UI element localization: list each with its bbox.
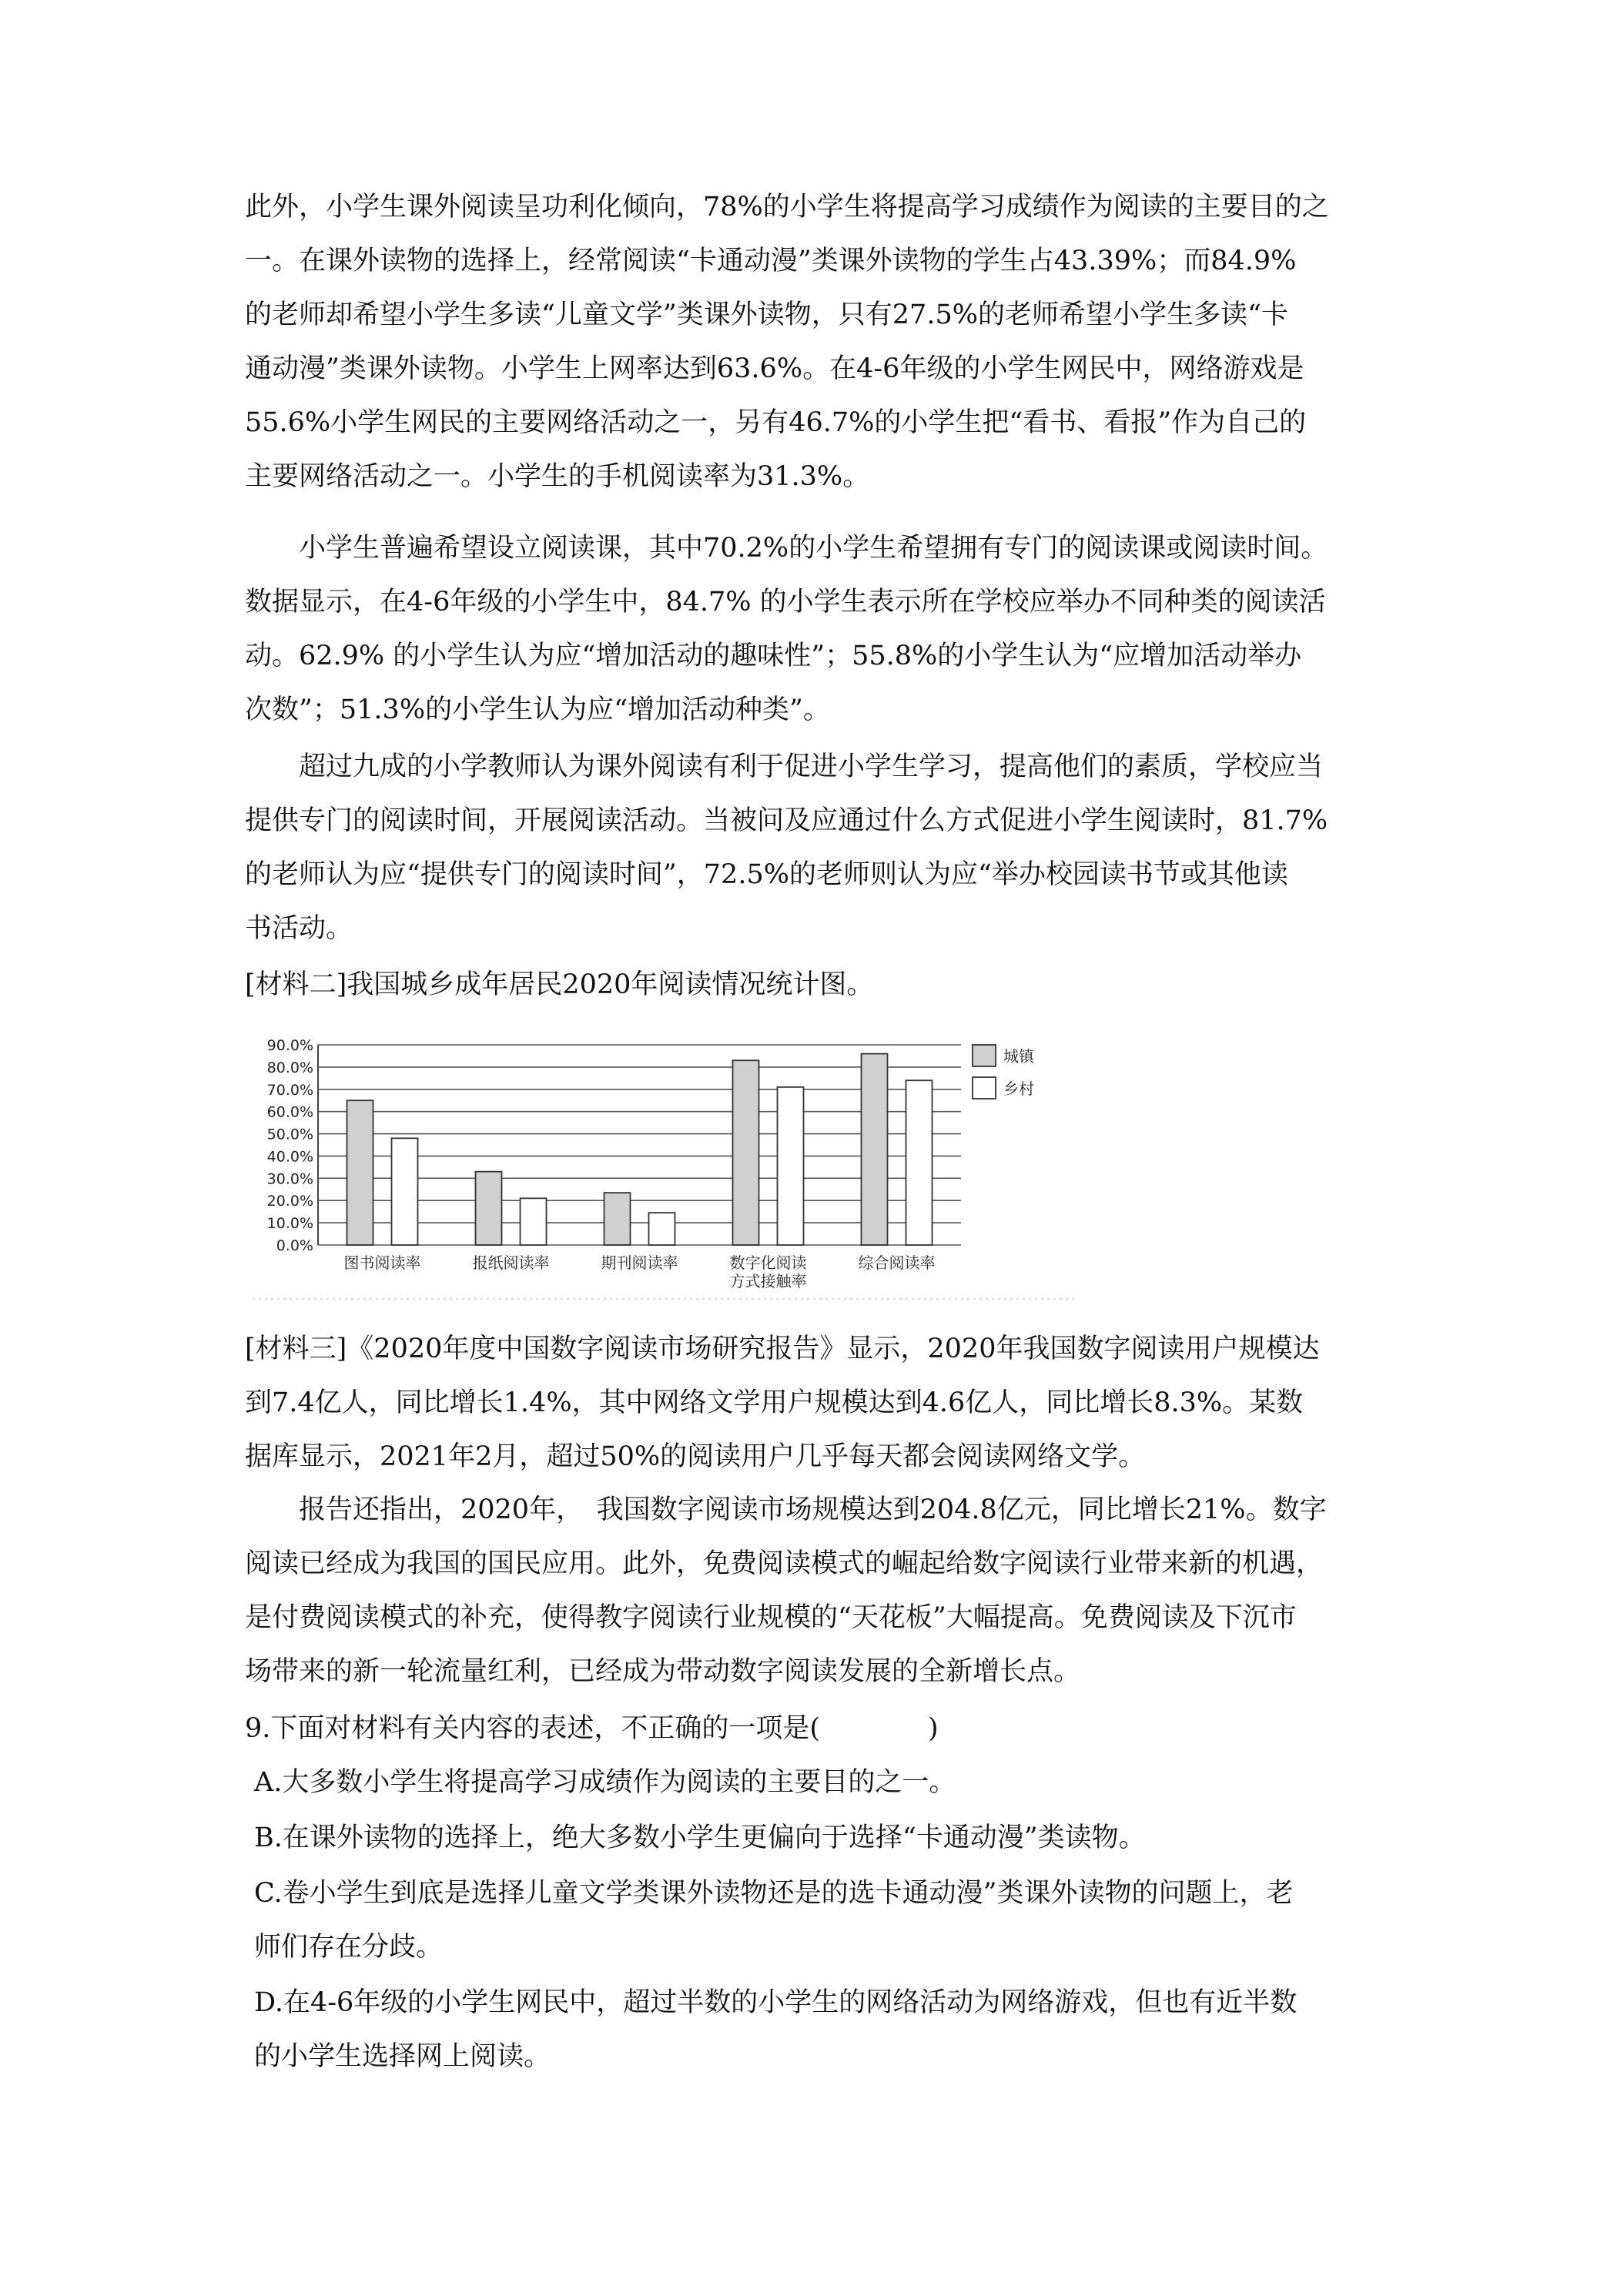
text-line: 次数”；51.3%的小学生认为应“增加活动种类”。	[245, 694, 830, 725]
text-line: 一。在课外读物的选择上，经常阅读“卡通动漫”类课外读物的学生占43.39%；而84.9%	[245, 246, 1297, 276]
text-line: 动。62.9% 的小学生认为应“增加活动的趣味性”；55.8%的小学生认为“应增加活动举办	[245, 641, 1302, 671]
paragraph-1	[245, 180, 1381, 504]
x-tick-label: 图书阅读率	[343, 1253, 421, 1272]
y-tick-label: 40.0%	[266, 1148, 313, 1166]
material-two-caption	[245, 958, 1381, 1012]
text-line: 的小学生选择网上阅读。	[254, 2041, 551, 2072]
text-line: 小学生普遍希望设立阅读课，其中70.2%的小学生希望拥有专门的阅读课或阅读时间。	[245, 533, 1328, 564]
bar-rural	[906, 1080, 933, 1245]
text-line: 数据显示，在4-6年级的小学生中，84.7% 的小学生表示所在学校应举办不同种类的阅读活	[245, 587, 1326, 618]
bar-rural	[521, 1198, 547, 1245]
paragraph-6	[245, 1483, 1381, 1699]
text-line: 的老师认为应“提供专门的阅读时间”，72.5%的老师则认为应“举办校园读书节或其他读	[245, 859, 1288, 890]
bar-urban	[347, 1100, 373, 1245]
text-line: 超过九成的小学教师认为课外阅读有利于促进小学生学习，提高他们的素质，学校应当	[245, 751, 1324, 782]
bar-urban	[733, 1060, 759, 1245]
bar-rural	[649, 1213, 675, 1245]
bar-chart	[245, 1029, 1084, 1307]
paragraph-3	[245, 740, 1381, 956]
x-tick-label: 报纸阅读率	[472, 1253, 550, 1272]
bar-urban	[862, 1054, 888, 1245]
y-tick-label: 80.0%	[266, 1059, 313, 1076]
text-line: 的老师却希望小学生多读“儿童文学”类课外读物，只有27.5%的老师希望小学生多读“卡	[245, 300, 1288, 330]
y-tick-label: 60.0%	[266, 1103, 313, 1121]
y-tick-label: 90.0%	[266, 1037, 313, 1054]
text-line: [材料二]我国城乡成年居民2020年阅读情况统计图。	[245, 969, 874, 1000]
text-line: 9.下面对材料有关内容的表述，不正确的一项是( )	[245, 1713, 939, 1744]
x-tick-label: 数字化阅读	[729, 1253, 807, 1272]
text-line: D.在4-6年级的小学生网民中，超过半数的小学生的网络活动为网络游戏，但也有近半数	[254, 1987, 1298, 2018]
bar-urban	[476, 1172, 502, 1245]
text-line: A.大多数小学生将提高学习成绩作为阅读的主要目的之一。	[254, 1767, 956, 1798]
option-d	[254, 1976, 1381, 2083]
text-line: B.在课外读物的选择上，绝大多数小学生更偏向于选择“卡通动漫”类读物。	[254, 1822, 1146, 1853]
text-line: 阅读已经成为我国的国民应用。此外，免费阅读模式的崛起给数字阅读行业带来新的机遇，	[245, 1548, 1324, 1579]
text-line: 此外，小学生课外阅读呈功利化倾向，78%的小学生将提高学习成绩作为阅读的主要目的之	[245, 192, 1329, 223]
y-tick-label: 50.0%	[266, 1126, 313, 1143]
y-tick-label: 30.0%	[266, 1170, 313, 1188]
text-line: 书活动。	[245, 913, 353, 944]
x-tick-label: 综合阅读率	[858, 1253, 936, 1272]
text-line: 通动漫”类课外读物。小学生上网率达到63.6%。在4-6年级的小学生网民中，网络游戏是	[245, 353, 1304, 384]
legend-swatch	[973, 1077, 996, 1099]
bar-rural	[778, 1087, 804, 1245]
bar-urban	[604, 1193, 631, 1245]
y-tick-label: 70.0%	[266, 1081, 313, 1099]
text-line: 是付费阅读模式的补充，使得教字阅读行业规模的“天花板”大幅提高。免费阅读及下沉市	[245, 1602, 1297, 1633]
text-line: 场带来的新一轮流量红利，已经成为带动数字阅读发展的全新增长点。	[245, 1656, 1081, 1687]
option-a	[254, 1755, 1381, 1809]
text-line: 据库显示，2021年2月，超过50%的阅读用户几乎每天都会阅读网络文学。	[245, 1441, 1146, 1472]
y-tick-label: 0.0%	[276, 1237, 313, 1254]
paragraph-5	[245, 1322, 1381, 1484]
y-tick-label: 10.0%	[266, 1215, 313, 1233]
paragraph-2	[245, 521, 1381, 737]
text-line: 55.6%小学生网民的主要网络活动之一，另有46.7%的小学生把“看书、看报”作为自己的	[245, 407, 1307, 438]
text-line: 提供专门的阅读时间，开展阅读活动。当被问及应通过什么方式促进小学生阅读时，81.7%	[245, 805, 1328, 836]
bar-rural	[392, 1138, 418, 1245]
text-line: C.卷小学生到底是选择儿童文学类课外读物还是的选卡通动漫”类课外读物的问题上，老	[254, 1878, 1294, 1909]
text-line: 主要网络活动之一。小学生的手机阅读率为31.3%。	[245, 461, 870, 492]
text-line: [材料三]《2020年度中国数字阅读市场研究报告》显示，2020年我国数字阅读用户规模达	[245, 1334, 1320, 1364]
legend-swatch	[973, 1045, 996, 1066]
legend-label: 城镇	[1003, 1047, 1034, 1066]
option-b	[254, 1811, 1381, 1865]
x-tick-label: 期刊阅读率	[601, 1253, 678, 1272]
text-line: 师们存在分歧。	[254, 1932, 444, 1963]
x-tick-label: 方式接触率	[729, 1272, 807, 1290]
option-c	[254, 1866, 1381, 1974]
question-stem	[245, 1702, 1381, 1755]
reading-chart	[245, 1029, 1084, 1307]
legend-label: 乡村	[1003, 1079, 1034, 1098]
text-line: 到7.4亿人，同比增长1.4%，其中网络文学用户规模达到4.6亿人，同比增长8.3%。某数	[245, 1387, 1304, 1418]
y-tick-label: 20.0%	[266, 1193, 313, 1210]
text-line: 报告还指出，2020年， 我国数字阅读市场规模达到204.8亿元，同比增长21%。数字	[245, 1494, 1327, 1525]
